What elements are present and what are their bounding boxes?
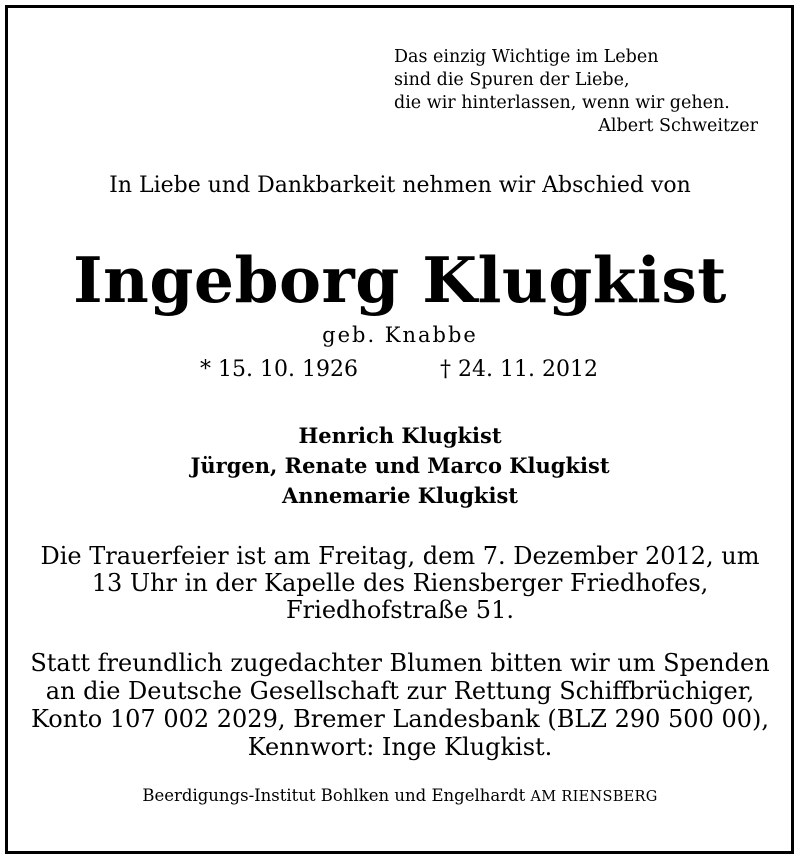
- quote-line: sind die Spuren der Liebe,: [394, 70, 630, 90]
- epigraph-quote: [394, 46, 774, 138]
- intro-text: In Liebe und Dankbarkeit nehmen wir Abschied von: [109, 173, 691, 198]
- funeral-home-name: Beerdigungs-Institut Bohlken und Engelhardt: [142, 786, 526, 805]
- donation-line: an die Deutsche Gesellschaft zur Rettung Schiffbrüchiger,: [45, 677, 755, 705]
- donation-line: Konto 107 002 2029, Bremer Landesbank (BLZ 290 500 00),: [30, 705, 770, 733]
- donation-line: Kennwort: Inge Klugkist.: [247, 733, 553, 761]
- funeral-home-location: AM RIENSBERG: [530, 789, 658, 805]
- donation-request: [0, 649, 800, 761]
- funeral-service-info: [0, 543, 800, 624]
- mourner-name: Annemarie Klugkist: [282, 483, 518, 508]
- service-line: 13 Uhr in der Kapelle des Riensberger Friedhofes,: [91, 569, 709, 597]
- quote-author: Albert Schweitzer: [598, 116, 758, 136]
- quote-line: Das einzig Wichtige im Leben: [394, 47, 659, 67]
- birth-date: * 15. 10. 1926: [200, 357, 358, 382]
- mourners-list: [0, 421, 800, 511]
- service-line: Die Trauerfeier ist am Freitag, dem 7. Dezember 2012, um: [40, 542, 760, 570]
- deceased-name: Ingeborg Klugkist: [73, 243, 727, 317]
- quote-line: die wir hinterlassen, wenn wir gehen.: [394, 93, 730, 113]
- birth-name: geb. Knabbe: [322, 323, 478, 347]
- donation-line: Statt freundlich zugedachter Blumen bitten wir um Spenden: [30, 649, 770, 677]
- funeral-home: [0, 786, 800, 805]
- death-date: † 24. 11. 2012: [440, 357, 598, 382]
- mourner-name: Jürgen, Renate und Marco Klugkist: [190, 453, 610, 478]
- mourner-name: Henrich Klugkist: [298, 423, 502, 448]
- service-line: Friedhofstraße 51.: [286, 596, 514, 624]
